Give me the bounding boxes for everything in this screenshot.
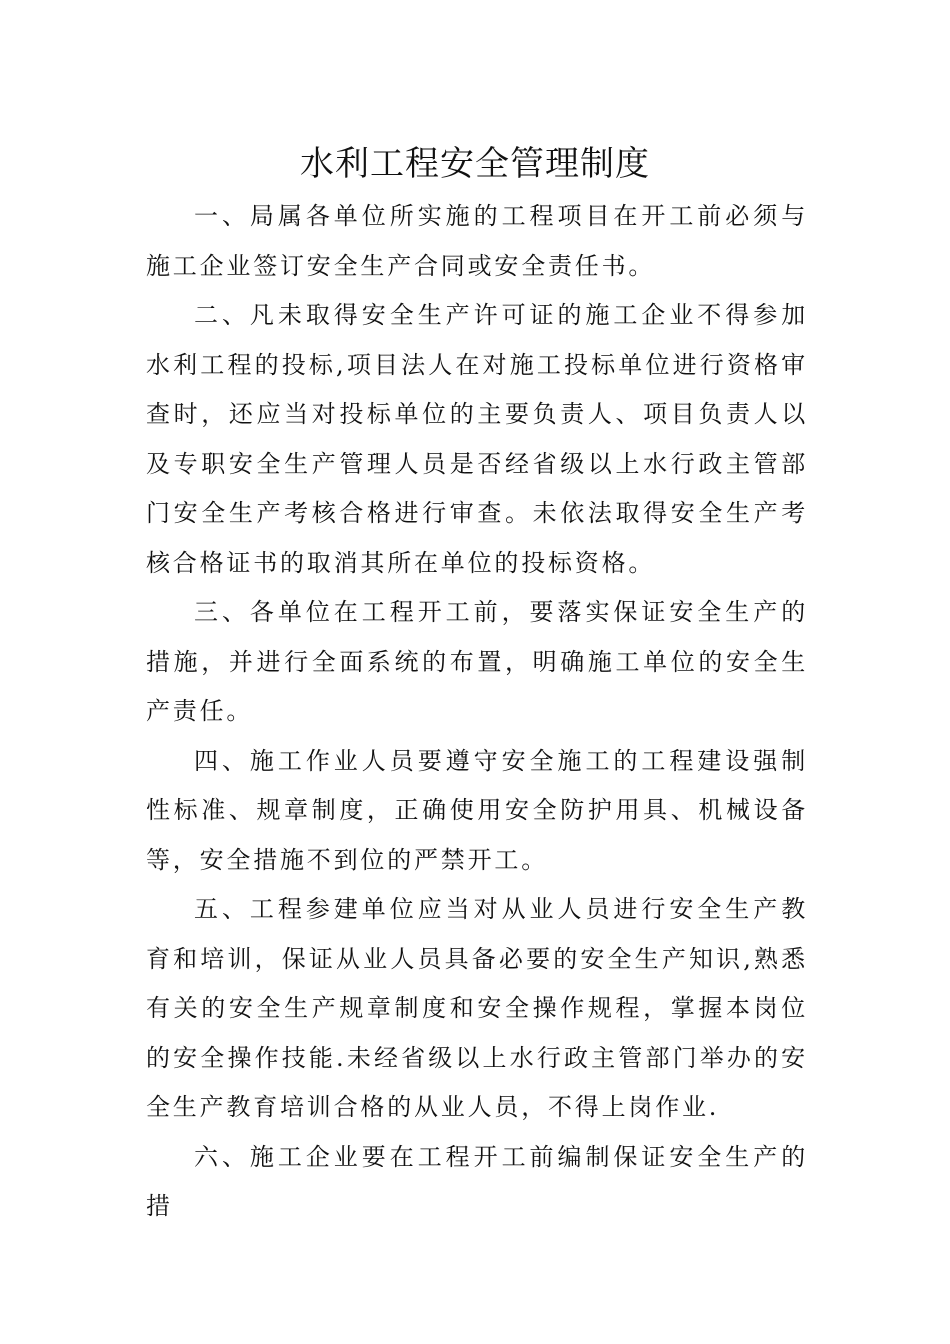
paragraph-3: 三、各单位在工程开工前，要落实保证安全生产的措施，并进行全面系统的布置，明确施工单位的安全生产责任。 xyxy=(146,598,808,725)
paragraph-1: 一、局属各单位所实施的工程项目在开工前必须与施工企业签订安全生产合同或安全责任书。 xyxy=(146,202,808,280)
document-body xyxy=(146,192,808,1232)
paragraph-2: 二、凡未取得安全生产许可证的施工企业不得参加水利工程的投标,项目法人在对施工投标单位进行资格审查时，还应当对投标单位的主要负责人、项目负责人以及专职安全生产管理人员是否经省级以上水行政主管部门安全生产考核合格进行审查。未依法取得安全生产考核合格证书的取消其所在单位的投标资格。 xyxy=(146,301,808,577)
paragraph-6: 六、施工企业要在工程开工前编制保证安全生产的措 xyxy=(146,1142,808,1220)
paragraph-4: 四、施工作业人员要遵守安全施工的工程建设强制性标准、规章制度，正确使用安全防护用具、机械设备等，安全措施不到位的严禁开工。 xyxy=(146,746,808,874)
document-title: 水利工程安全管理制度 xyxy=(300,144,650,184)
paragraph-5: 五、工程参建单位应当对从业人员进行安全生产教育和培训，保证从业人员具备必要的安全生产知识,熟悉有关的安全生产规章制度和安全操作规程，掌握本岗位的安全操作技能.未经省级以上水行政主管部门举办的安全生产教育培训合格的从业人员，不得上岗作业. xyxy=(146,895,808,1121)
